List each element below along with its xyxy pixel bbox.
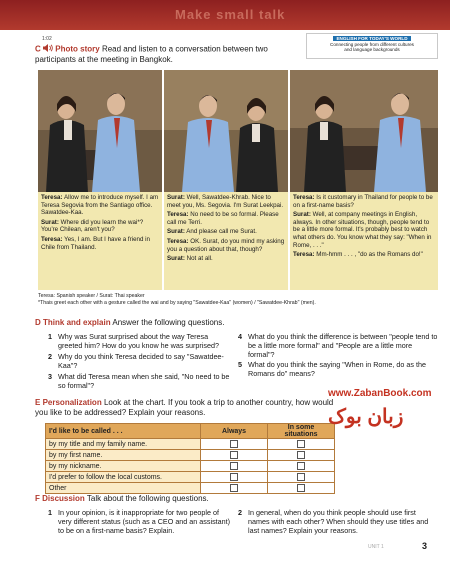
speaker-label: Surat: — [167, 228, 185, 236]
speaker-label: Teresa: — [167, 237, 189, 245]
section-e-title: Personalization — [42, 398, 102, 407]
dialogue-text: Well, at company meetings in English, always. In other situations, though, people tend to be a little more formal. It's probably best to watch what others do. You know what they say: "When in Rome, . . ." — [293, 211, 432, 249]
dialogue-line — [41, 194, 159, 217]
dialogue-text: Well, Sawatdee-Khrab. Nice to meet you, Ms. Segovia. I'm Surat Leekpai. — [167, 194, 284, 209]
photo-story-notes — [38, 293, 438, 307]
dialogue-line — [167, 228, 285, 236]
question-d2 — [48, 352, 233, 372]
watermark-logo-text: زبان بوک — [328, 406, 404, 428]
dialogue-text: Is it customary in Thailand for people to be on a first-name basis? — [293, 194, 433, 209]
checkbox-some-situations[interactable] — [297, 462, 305, 470]
table-row — [46, 472, 335, 483]
photo-3 — [290, 70, 438, 192]
page-number: 3 — [422, 541, 428, 551]
section-c-title: Photo story — [55, 44, 100, 54]
table-header-row — [46, 424, 335, 439]
section-d-letter: D — [35, 318, 41, 327]
dialogue-line — [167, 255, 285, 263]
dialogue-line — [167, 211, 285, 226]
caption-1 — [41, 194, 159, 253]
unit-label: UNIT 1 — [368, 544, 384, 550]
question-text: In your opinion, is it inappropriate for two people of very different status (such as a CEO and an assistant) to be on a first-name basis? Explain. — [58, 508, 231, 535]
section-f-letter: F — [35, 494, 40, 503]
question-text: What did Teresa mean when she said, "No need to be so formal"? — [58, 372, 230, 390]
speaker-note: Teresa: Spanish speaker / Surat: Thai speaker — [38, 293, 145, 299]
section-d-instruction: Answer the following questions. — [112, 318, 225, 327]
question-f2 — [238, 508, 438, 538]
question-text: Why do you think Teresa decided to say "Sawatdee-Kaa"? — [58, 352, 224, 370]
photo-1 — [38, 70, 162, 192]
section-c-letter: C — [35, 44, 41, 54]
checkbox-some-situations[interactable] — [297, 484, 305, 492]
dialogue-text: Mm-hmm . . . , "do as the Romans do!" — [316, 251, 423, 259]
photo-story — [38, 70, 438, 290]
table-row — [46, 439, 335, 450]
badge-title: ENGLISH FOR TODAY'S WORLD — [333, 36, 410, 41]
table-row — [46, 461, 335, 472]
section-e-header — [35, 398, 335, 418]
address-preference-table — [45, 423, 335, 494]
question-text: What do you think the difference is between "people tend to be a little more formal" and "People are a little more formal"? — [248, 332, 438, 359]
photo-2 — [164, 70, 288, 192]
badge-line3: and language backgrounds — [344, 47, 400, 53]
row-label: by my title and my family name. — [46, 439, 201, 450]
speaker-label: Teresa: — [41, 194, 63, 201]
checkbox-some-situations[interactable] — [297, 473, 305, 481]
question-d4 — [238, 332, 438, 360]
table-row — [46, 483, 335, 494]
dialogue-line — [41, 219, 159, 234]
section-f-header — [35, 494, 445, 504]
caption-2 — [167, 194, 285, 265]
badge-line2: Connecting people from different cultures — [330, 41, 414, 47]
question-number: 3 — [48, 372, 52, 381]
series-badge — [306, 33, 438, 59]
dialogue-text: No need to be so formal. Please call me Terri. — [167, 211, 279, 226]
checkbox-some-situations[interactable] — [297, 451, 305, 459]
question-number: 2 — [48, 352, 52, 361]
section-d-title: Think and explain — [43, 318, 111, 327]
section-f-title: Discussion — [42, 494, 85, 503]
speaker-label: Surat: — [167, 194, 185, 201]
dialogue-line — [41, 236, 159, 251]
checkbox-always[interactable] — [230, 484, 238, 492]
question-d1 — [48, 332, 233, 352]
caption-3 — [293, 194, 435, 261]
wai-footnote: *Thais greet each other with a gesture called the wai and by saying "Sawatdee-Kaa" (women) / "Sawatdee-Khrab" (men). — [38, 300, 316, 306]
checkbox-always[interactable] — [230, 473, 238, 481]
dialogue-text: Allow me to introduce myself. I am Teresa Segovia from the Santiago office. Sawatdee-Kaa. — [41, 194, 159, 217]
speaker-label: Surat: — [167, 255, 185, 263]
question-text: What do you think the saying "When in Rome, do as the Romans do" means? — [248, 360, 426, 378]
question-number: 1 — [48, 508, 52, 517]
checkbox-always[interactable] — [230, 451, 238, 459]
question-number: 1 — [48, 332, 52, 341]
table-header: I'd like to be called . . . — [46, 424, 201, 439]
question-number: 5 — [238, 360, 242, 369]
table-header: In some situations — [268, 424, 335, 439]
checkbox-always[interactable] — [230, 440, 238, 448]
question-number: 4 — [238, 332, 242, 341]
dialogue-line — [293, 194, 435, 209]
dialogue-line — [293, 211, 435, 249]
question-text: In general, when do you think people should use first names with each other? When should they use titles and last names? Explain your reasons. — [248, 508, 429, 535]
question-number: 2 — [238, 508, 242, 517]
top-banner — [0, 0, 450, 30]
row-label: Other — [46, 483, 201, 494]
speaker-label: Teresa: — [293, 251, 315, 259]
section-c-instruction: Read and listen to a conversation between two participants at the meeting in Bangkok. — [35, 44, 268, 64]
table-header: Always — [201, 424, 268, 439]
section-c-header — [35, 44, 295, 65]
dialogue-text: And please call me Surat. — [186, 228, 257, 236]
photo-panel-1 — [38, 70, 162, 290]
photo-panel-2 — [164, 70, 288, 290]
question-d3 — [48, 372, 233, 392]
dialogue-text: Yes, I am. But I have a friend in Chile from Thailand. — [41, 235, 150, 251]
watermark — [302, 388, 442, 450]
header-ghost-text: Make small talk — [175, 7, 286, 22]
row-label: I'd prefer to follow the local customs. — [46, 472, 201, 483]
question-f1 — [48, 508, 233, 538]
checkbox-always[interactable] — [230, 462, 238, 470]
dialogue-text: Where did you learn the wai*? You're Chilean, aren't you? — [41, 218, 144, 234]
section-e-letter: E — [35, 398, 41, 407]
section-d-header — [35, 318, 445, 328]
speaker-icon[interactable] — [43, 44, 53, 55]
watermark-url: www.ZabanBook.com — [328, 388, 432, 399]
speaker-label: Surat: — [293, 211, 311, 219]
audio-track-ref: 1:02 — [42, 36, 52, 42]
speaker-label: Teresa: — [167, 211, 189, 219]
row-label: by my nickname. — [46, 461, 201, 472]
photo-panel-3 — [290, 70, 438, 290]
speaker-label: Teresa: — [41, 235, 63, 243]
dialogue-text: OK. Surat, do you mind my asking you a question about that, though? — [167, 237, 285, 253]
question-d5 — [238, 360, 438, 380]
dialogue-text: Not at all. — [186, 255, 213, 263]
speaker-label: Teresa: — [293, 194, 315, 201]
speaker-label: Surat: — [41, 218, 59, 226]
table-row — [46, 450, 335, 461]
dialogue-line — [167, 238, 285, 253]
row-label: by my first name. — [46, 450, 201, 461]
section-e-instruction: Look at the chart. If you took a trip to another country, how would you like to be addressed? Explain your reasons. — [35, 398, 334, 417]
question-text: Why was Surat surprised about the way Teresa greeted him? How do you know he was surprised? — [58, 332, 220, 350]
dialogue-line — [167, 194, 285, 209]
section-f-instruction: Talk about the following questions. — [86, 494, 209, 503]
dialogue-line — [293, 251, 435, 259]
